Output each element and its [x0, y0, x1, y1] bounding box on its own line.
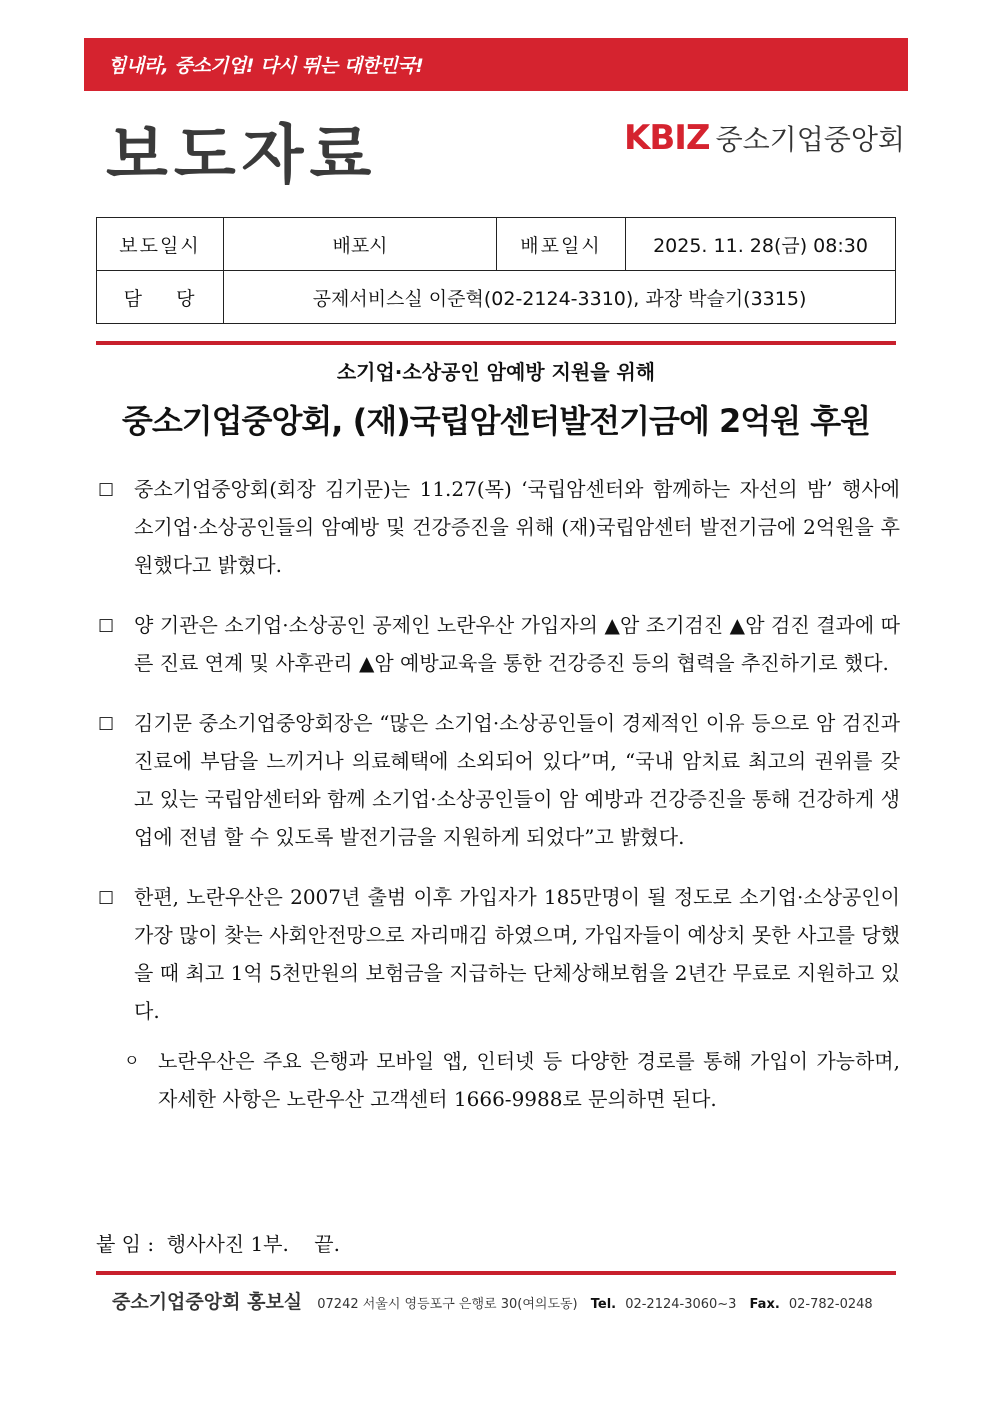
headline: 중소기업중앙회, (재)국립암센터발전기금에 2억원 후원: [121, 402, 871, 440]
paragraph: [96, 878, 900, 1030]
footer-address: 07242 서울시 영등포구 은행로 30(여의도동): [317, 1297, 578, 1312]
footer-org: 중소기업중앙회 홍보실: [112, 1291, 303, 1313]
header-divider: [96, 341, 896, 345]
footer: [112, 1287, 873, 1314]
contact-label: 담 당: [97, 271, 224, 324]
attachment-note: 붙 임 : 행사사진 1부. 끝.: [96, 1232, 340, 1256]
subheadline: 소기업·소상공인 암예방 지원을 위해: [336, 360, 656, 384]
release-info-table: [96, 217, 896, 324]
paragraph-text: 한편, 노란우산은 2007년 출범 이후 가입자가 185만명이 될 정도로 소기업·소상공인이 가장 많이 찾는 사회안전망으로 자리매김 하였으며, 가입자들이 예상치 못한 사고를 당했을 때 최고 1억 5천만원의 보험금을 지급하는 단체상해보험을 2년간 무료로 지원하고 있다.: [134, 885, 900, 1023]
tel-number: 02-2124-3060~3: [625, 1297, 737, 1312]
contact-value: 공제서비스실 이준혁(02-2124-3310), 과장 박슬기(3315): [224, 271, 896, 324]
paragraph: [96, 704, 900, 856]
sub-paragraph: [96, 1042, 900, 1118]
logo-mark: KBIZ: [624, 118, 710, 158]
slogan-banner: [84, 38, 908, 91]
square-bullet-icon: □: [98, 713, 115, 733]
distribution-value: 2025. 11. 28(금) 08:30: [626, 218, 896, 271]
paragraph: [96, 606, 900, 682]
square-bullet-icon: □: [98, 615, 115, 635]
paragraph-text: 김기문 중소기업중앙회장은 “많은 소기업·소상공인들이 경제적인 이유 등으로 암 검진과 진료에 부담을 느끼거나 의료혜택에 소외되어 있다”며, “국내 암치료 최고의 권위를 갖고 있는 국립암센터와 함께 소기업·소상공인들이 암 예방과 건강증진을 통해 건강하게 생업에 전념 할 수 있도록 발전기금을 지원하게 되었다”고 밝혔다.: [134, 711, 900, 849]
paragraph-text: 중소기업중앙회(회장 김기문)는 11.27(목) ‘국립암센터와 함께하는 자선의 밤’ 행사에 소기업·소상공인들의 암예방 및 건강증진을 위해 (재)국립암센터 발전기금에 2억원을 후원했다고 밝혔다.: [134, 477, 900, 577]
distribution-label: 배포일시: [497, 218, 626, 271]
sub-paragraph-text: 노란우산은 주요 은행과 모바일 앱, 인터넷 등 다양한 경로를 통해 가입이 가능하며, 자세한 사항은 노란우산 고객센터 1666-9988로 문의하면 된다.: [158, 1049, 900, 1111]
article-body: [96, 470, 900, 1134]
circle-bullet-icon: ㅇ: [124, 1051, 140, 1070]
release-label: 보도일시: [97, 218, 224, 271]
release-value: 배포시: [224, 218, 497, 271]
contact-row: [97, 271, 896, 324]
paragraph-text: 양 기관은 소기업·소상공인 공제인 노란우산 가입자의 ▲암 조기검진 ▲암 검진 결과에 따른 진료 연계 및 사후관리 ▲암 예방교육을 통한 건강증진 등의 협력을 추진하기로 했다.: [134, 613, 900, 675]
slogan-text: 힘내라, 중소기업! 다시 뛰는 대한민국!: [108, 55, 424, 77]
tel-label: Tel.: [590, 1297, 617, 1312]
paragraph: [96, 470, 900, 584]
fax-number: 02-782-0248: [788, 1297, 873, 1312]
kbiz-logo: [624, 118, 905, 158]
logo-org-name: 중소기업중앙회: [715, 123, 905, 156]
page-title: 보도자료: [106, 119, 378, 193]
release-row: [97, 218, 896, 271]
fax-label: Fax.: [749, 1297, 780, 1312]
footer-divider: [96, 1271, 896, 1275]
square-bullet-icon: □: [98, 479, 115, 499]
square-bullet-icon: □: [98, 887, 115, 907]
